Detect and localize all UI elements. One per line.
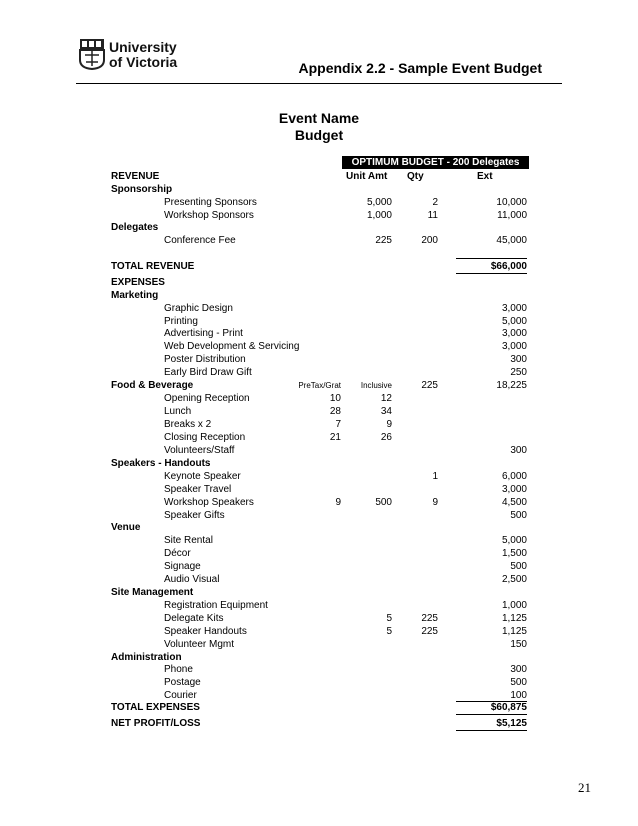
ext: 1,000 [501, 600, 527, 611]
ext: 150 [510, 639, 527, 650]
item-name: Breaks x 2 [164, 419, 212, 430]
ext: 5,000 [501, 535, 527, 546]
marketing-label: Marketing [111, 290, 159, 301]
sum-rule [456, 273, 527, 274]
ext: 5,000 [501, 316, 527, 327]
section-row [0, 183, 638, 196]
ext: 11,000 [497, 210, 527, 221]
food-label: Food & Beverage [111, 380, 194, 391]
ext: 300 [510, 445, 527, 456]
pretax-value: 28 [329, 406, 341, 417]
ext: 2,500 [501, 574, 527, 585]
item-name: Presenting Sponsors [164, 197, 257, 208]
total-expenses-row [0, 701, 638, 714]
item-name: Signage [164, 561, 201, 572]
col1-value: 9 [335, 497, 341, 508]
qty-header: Qty [407, 171, 424, 182]
item-name: Audio Visual [164, 574, 220, 585]
item-name: Speaker Handouts [164, 626, 247, 637]
ext: 18,225 [496, 380, 527, 391]
item-name: Printing [164, 316, 198, 327]
header-rule [76, 83, 562, 84]
item-name: Speaker Travel [164, 484, 232, 495]
item-name: Registration Equipment [164, 600, 268, 611]
ext: 500 [510, 677, 527, 688]
item-name: Phone [164, 664, 193, 675]
inclusive-value: 9 [386, 419, 392, 430]
total-expenses-label: TOTAL EXPENSES [111, 702, 200, 713]
inclusive-value: 26 [380, 432, 392, 443]
table-row [0, 234, 638, 247]
qty: 1 [432, 471, 438, 482]
inclusive-value: 12 [380, 393, 392, 404]
appendix-title: Appendix 2.2 - Sample Event Budget [298, 60, 542, 76]
item-name: Poster Distribution [164, 354, 246, 365]
optimum-budget-banner: OPTIMUM BUDGET - 200 Delegates [342, 156, 529, 169]
section-row [0, 221, 638, 234]
table-row [0, 560, 638, 573]
table-row [0, 405, 638, 418]
table-row [0, 534, 638, 547]
table-row [0, 599, 638, 612]
speakers-label: Speakers - Handouts [111, 458, 211, 469]
table-row [0, 573, 638, 586]
ext-header: Ext [477, 171, 493, 182]
ext: 10,000 [496, 197, 527, 208]
item-name: Lunch [164, 406, 192, 417]
unit-amt: 500 [375, 497, 392, 508]
qty: 225 [421, 613, 438, 624]
inclusive-header: Inclusive [360, 381, 392, 390]
total-expenses-value: $60,875 [490, 702, 527, 713]
item-name: Volunteers/Staff [164, 445, 235, 456]
table-row [0, 340, 638, 353]
net-profit-label: NET PROFIT/LOSS [111, 718, 201, 729]
revenue-heading: REVENUE [111, 171, 160, 182]
ext: 3,000 [501, 328, 527, 339]
table-row [0, 431, 638, 444]
item-name: Advertising - Print [164, 328, 243, 339]
site-management-label: Site Management [111, 587, 194, 598]
unit-amt-header: Unit Amt [346, 171, 388, 182]
section-row [0, 457, 638, 470]
item-name: Speaker Gifts [164, 510, 225, 521]
ext: 500 [510, 561, 527, 572]
table-row [0, 547, 638, 560]
ext: 3,000 [501, 341, 527, 352]
ext: 300 [510, 664, 527, 675]
item-name: Workshop Sponsors [164, 210, 254, 221]
item-name: Early Bird Draw Gift [164, 367, 252, 378]
table-row [0, 625, 638, 638]
item-name: Postage [164, 677, 201, 688]
sponsorship-label: Sponsorship [111, 184, 173, 195]
table-row [0, 302, 638, 315]
expenses-heading: EXPENSES [111, 277, 165, 288]
page-number: 21 [578, 780, 591, 795]
total-revenue-row [0, 260, 638, 273]
table-row [0, 676, 638, 689]
qty: 9 [432, 497, 438, 508]
unit-amt: 5 [386, 626, 392, 637]
ext: 250 [510, 367, 527, 378]
item-name: Graphic Design [164, 303, 233, 314]
delegates-label: Delegates [111, 222, 159, 233]
item-name: Volunteer Mgmt [164, 639, 235, 650]
unit-amt: 225 [375, 235, 392, 246]
net-profit-row [0, 717, 638, 730]
pretax-value: 10 [329, 393, 341, 404]
section-row [0, 276, 638, 289]
budget-title: Budget [294, 127, 344, 143]
ext: 1,500 [501, 548, 527, 559]
net-profit-value: $5,125 [496, 718, 527, 729]
ext: 300 [510, 354, 527, 365]
table-row [0, 638, 638, 651]
table-row [0, 392, 638, 405]
table-row [0, 470, 638, 483]
item-name: Opening Reception [164, 393, 250, 404]
ext: 1,125 [501, 613, 527, 624]
food-section-row [0, 379, 638, 392]
venue-label: Venue [111, 522, 141, 533]
table-row [0, 483, 638, 496]
ext: 500 [510, 510, 527, 521]
table-row [0, 196, 638, 209]
pretax-header: PreTax/Grat [298, 381, 341, 390]
item-name: Conference Fee [164, 235, 236, 246]
section-row [0, 521, 638, 534]
qty: 2 [432, 197, 438, 208]
sum-rule [456, 714, 527, 715]
ext: 4,500 [501, 497, 527, 508]
sum-rule [456, 258, 527, 259]
pretax-value: 21 [329, 432, 341, 443]
table-row [0, 663, 638, 676]
section-row [0, 586, 638, 599]
item-name: Site Rental [164, 535, 213, 546]
item-name: Keynote Speaker [164, 471, 241, 482]
inclusive-value: 34 [380, 406, 392, 417]
qty: 200 [421, 235, 438, 246]
logo-text-university: University [109, 39, 177, 55]
table-row [0, 353, 638, 366]
item-name: Workshop Speakers [164, 497, 254, 508]
unit-amt: 5,000 [366, 197, 392, 208]
table-row [0, 444, 638, 457]
item-name: Décor [164, 548, 191, 559]
table-row [0, 327, 638, 340]
column-header-row [0, 170, 638, 183]
item-name: Closing Reception [164, 432, 246, 443]
total-revenue-value: $66,000 [490, 261, 527, 272]
ext: 6,000 [501, 471, 527, 482]
section-row [0, 289, 638, 302]
table-row [0, 496, 638, 509]
ext: 45,000 [496, 235, 527, 246]
ext: 3,000 [501, 303, 527, 314]
event-name-title: Event Name [278, 110, 360, 126]
table-row [0, 366, 638, 379]
table-row [0, 418, 638, 431]
item-name: Delegate Kits [164, 613, 224, 624]
sum-rule [456, 730, 527, 731]
unit-amt: 5 [386, 613, 392, 624]
logo-text-victoria: of Victoria [109, 54, 178, 70]
qty: 225 [421, 380, 438, 391]
administration-label: Administration [111, 652, 182, 663]
ext: 1,125 [501, 626, 527, 637]
item-name: Web Development & Servicing [164, 341, 300, 352]
item-name: Courier [164, 690, 197, 701]
pretax-value: 7 [335, 419, 341, 430]
qty: 225 [421, 626, 438, 637]
unit-amt: 1,000 [366, 210, 392, 221]
table-row [0, 612, 638, 625]
ext: 100 [510, 690, 527, 701]
qty: 11 [427, 210, 438, 221]
total-revenue-label: TOTAL REVENUE [111, 261, 195, 272]
ext: 3,000 [501, 484, 527, 495]
